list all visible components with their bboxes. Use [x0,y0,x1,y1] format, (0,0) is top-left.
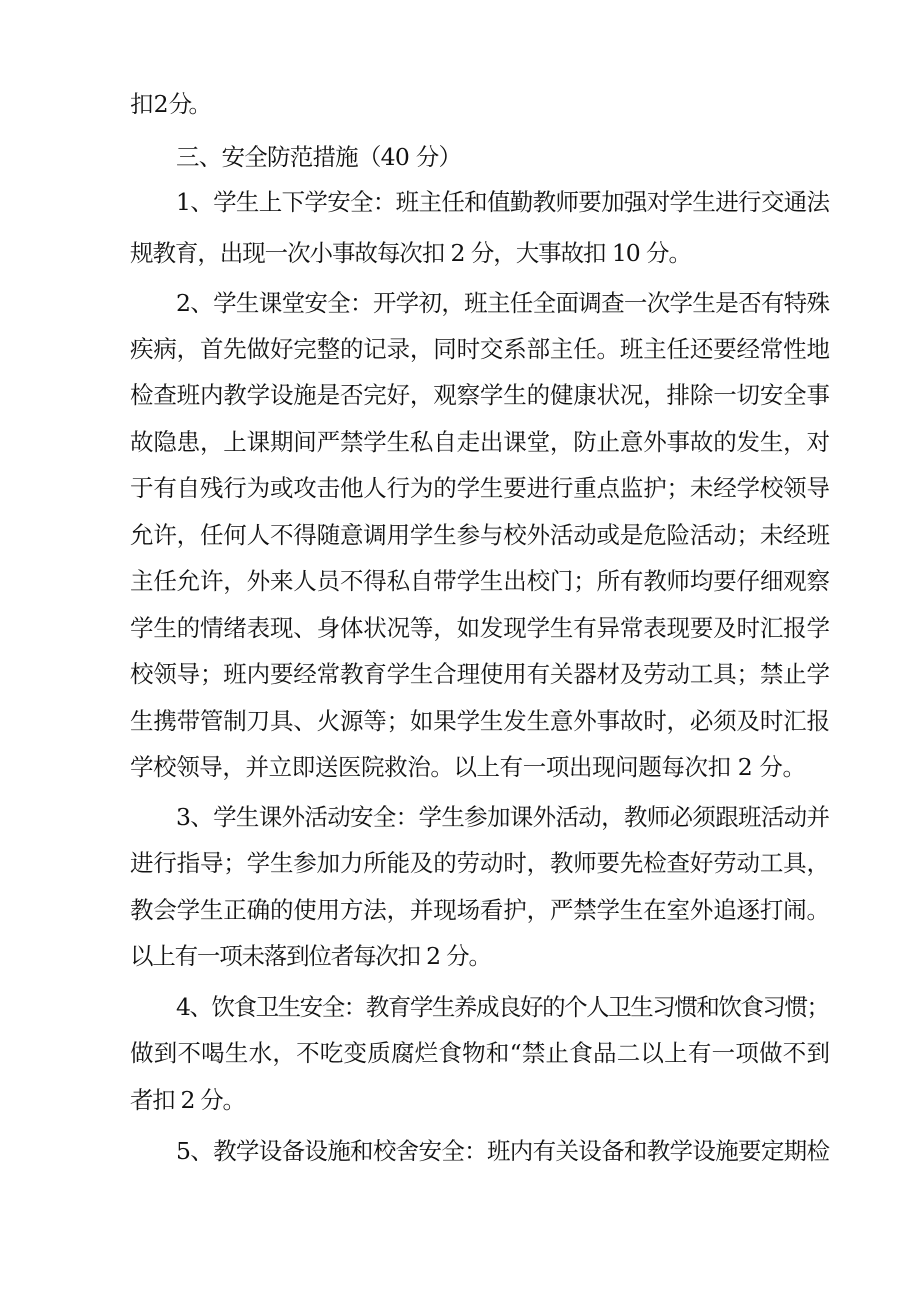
paragraph-2-line: 允许，任何人不得随意调用学生参与校外活动或是危险活动；未经班 [130,521,830,549]
paragraph-2-line: 2、学生课堂安全：开学初，班主任全面调查一次学生是否有特殊 [176,289,830,317]
paragraph-4-line: 者扣 2 分。 [130,1086,245,1114]
paragraph-4-line: 4、饮食卫生安全：教育学生养成良好的个人卫生习惯和饮食习惯； [176,993,829,1021]
paragraph-2-line: 学生的情绪表现、身体状况等，如发现学生有异常表现要及时汇报学 [130,614,830,642]
paragraph-3-line: 以上有一项未落到位者每次扣 2 分。 [130,942,491,970]
paragraph-1-line: 1、学生上下学安全：班主任和值勤教师要加强对学生进行交通法 [176,188,830,216]
paragraph-2-line: 学校领导，并立即送医院救治。以上有一项出现问题每次扣 2 分。 [130,753,806,781]
paragraph-2-line: 校领导；班内要经常教育学生合理使用有关器材及劳动工具；禁止学 [130,660,830,688]
paragraph-2-line: 检查班内教学设施是否完好，观察学生的健康状况，排除一切安全事 [130,381,830,409]
paragraph-2-line: 于有自残行为或攻击他人行为的学生要进行重点监护；未经学校领导 [130,474,830,502]
paragraph-3-line: 进行指导；学生参加力所能及的劳动时，教师要先检查好劳动工具， [130,849,830,877]
paragraph-4-line: 做到不喝生水，不吃变质腐烂食物和“禁止食品二以上有一项做不到 [130,1039,831,1067]
text-line: 扣 2 分。 [130,90,209,118]
section-heading: 三、安全防范措施（40 分） [176,143,462,171]
paragraph-1-line: 规教育，出现一次小事故每次扣 2 分，大事故扣 10 分。 [130,239,691,267]
paragraph-3-line: 3、学生课外活动安全：学生参加课外活动，教师必须跟班活动并 [176,803,830,831]
paragraph-5-line: 5、教学设备设施和校舍安全：班内有关设备和教学设施要定期检 [176,1137,830,1165]
paragraph-2-line: 疾病，首先做好完整的记录，同时交系部主任。班主任还要经常性地 [130,335,830,363]
paragraph-3-line: 教会学生正确的使用方法，并现场看护，严禁学生在室外追逐打闹。 [130,896,830,924]
paragraph-2-line: 主任允许，外来人员不得私自带学生出校门；所有教师均要仔细观察 [130,567,830,595]
paragraph-2-line: 生携带管制刀具、火源等；如果学生发生意外事故时，必须及时汇报 [130,707,830,735]
paragraph-2-line: 故隐患，上课期间严禁学生私自走出课堂，防止意外事故的发生，对 [130,428,830,456]
